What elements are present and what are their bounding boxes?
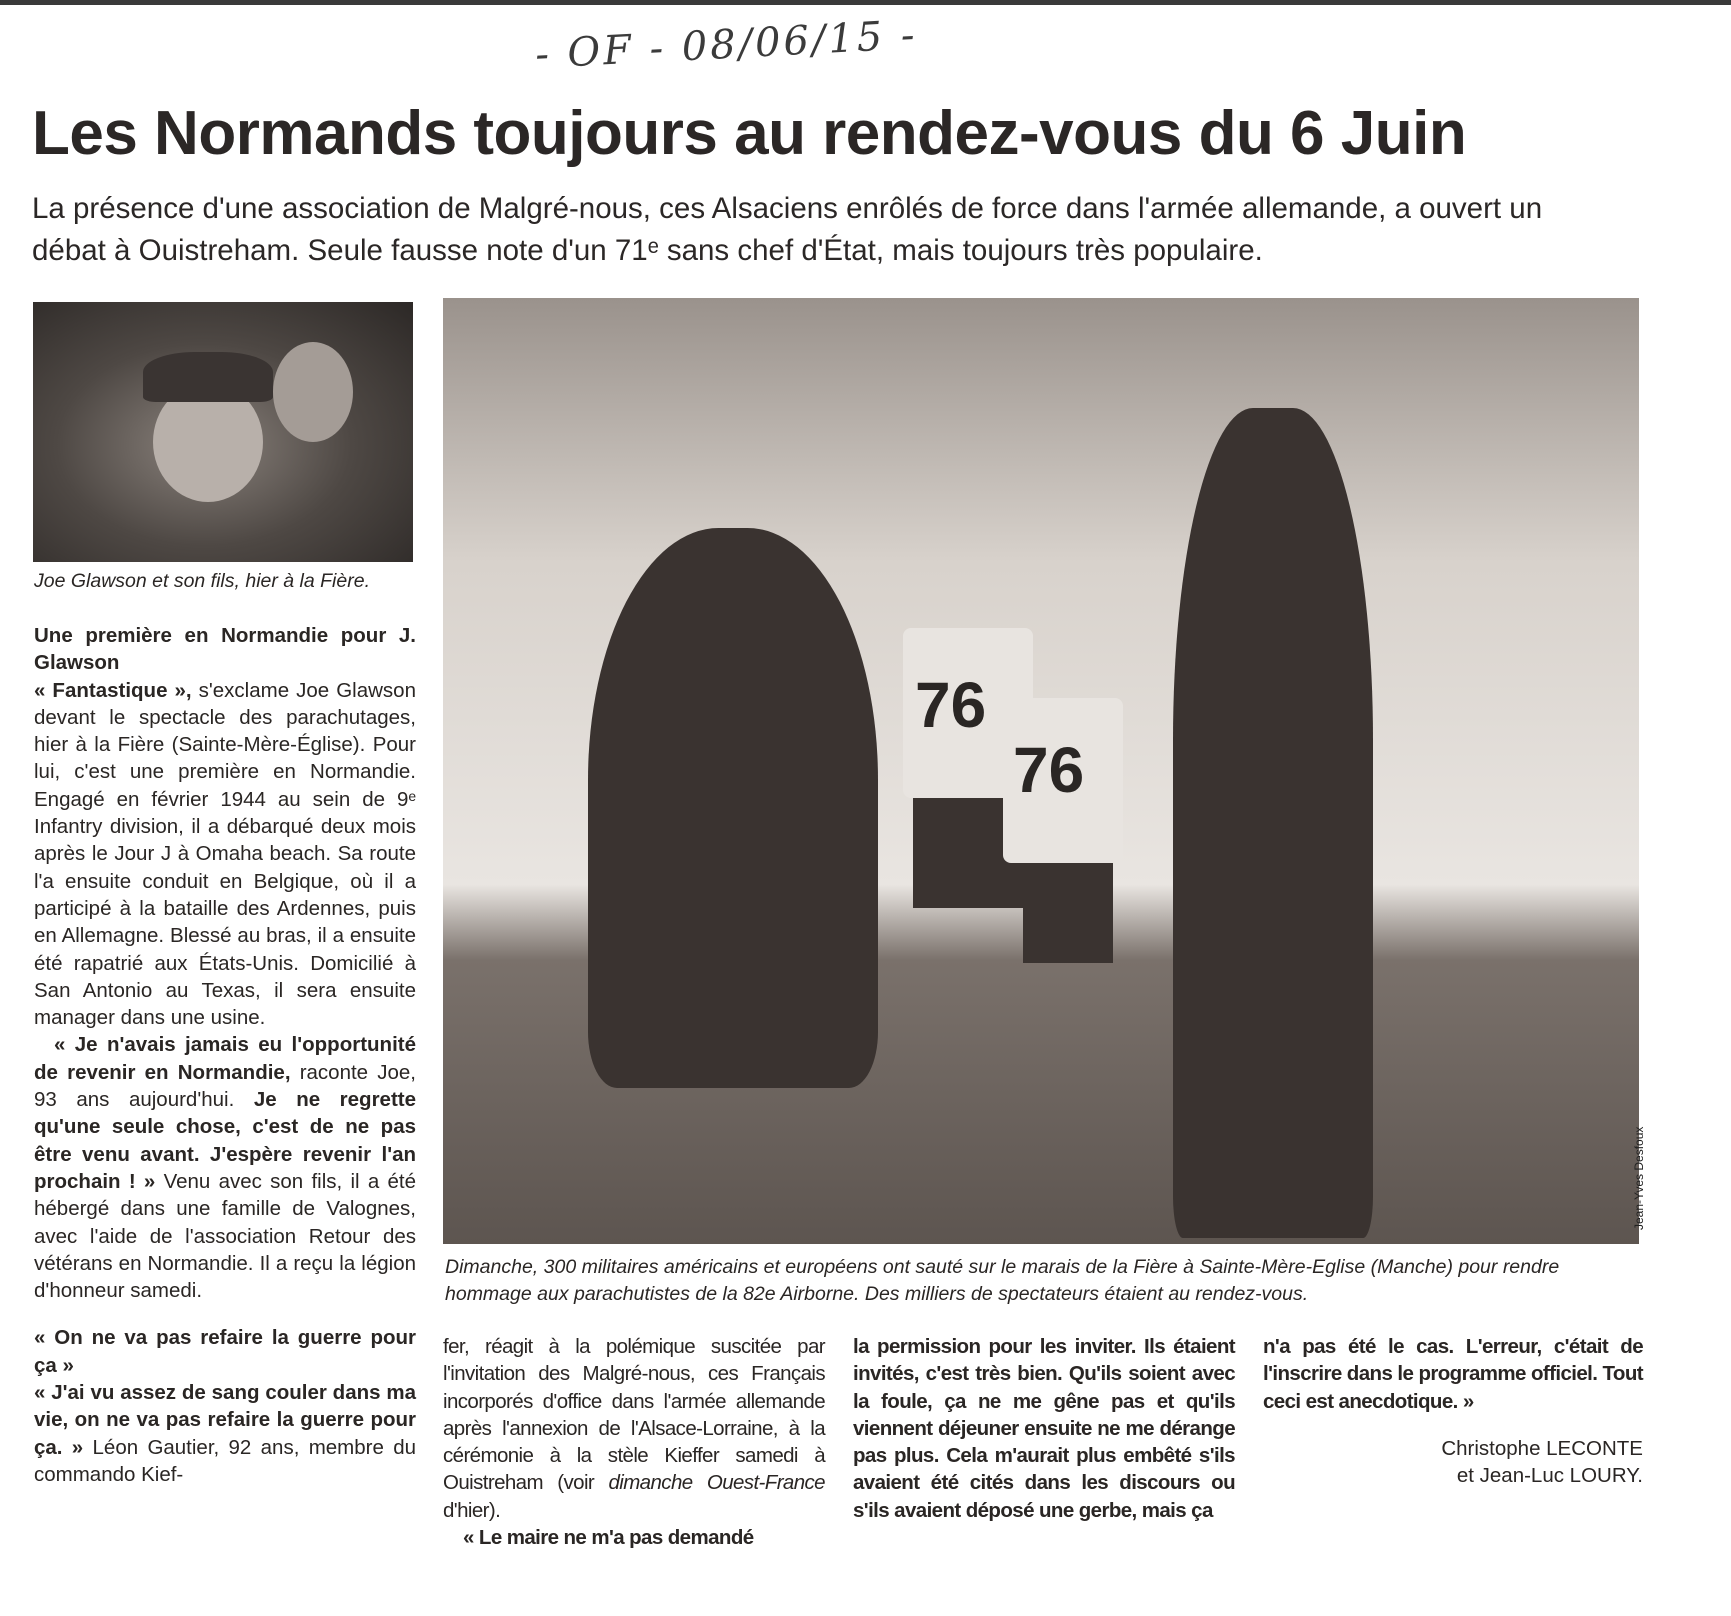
- bold-text: « Je n'avais jamais eu l'opportunité de revenir en Normandie,: [34, 1033, 416, 1084]
- photo-figure: [273, 342, 353, 442]
- byline-author: et Jean-Luc LOURY.: [1456, 1464, 1643, 1488]
- bold-text: n'a pas été le cas. L'erreur, c'était de l'inscrire dans le programme officiel. Tout ceci est anecdotique. »: [1263, 1335, 1643, 1413]
- handwritten-date-note: - OF - 08/06/15 -: [534, 12, 919, 78]
- photo-figure-soldier: [1173, 408, 1373, 1238]
- article-column-4: [1263, 1333, 1643, 1489]
- paragraph: [34, 1379, 416, 1488]
- paragraph-gap: [34, 1304, 416, 1324]
- paragraph: [1263, 1333, 1643, 1415]
- paragraph: [34, 677, 416, 1032]
- photo-figure: [143, 352, 273, 402]
- photo-credit: Jean-Yves Desfoux: [1632, 1126, 1646, 1230]
- paragraph: [34, 1031, 416, 1304]
- text: « On ne va pas refaire la guerre pour ça »: [34, 1326, 416, 1377]
- paragraph: [443, 1333, 825, 1524]
- main-photo-caption: Dimanche, 300 militaires américains et européens ont sauté sur le marais de la Fière à Sainte-Mère-Eglise (Manche) pour rendre hommage aux parachutistes de la 82e Airborne. Des milliers de spectateurs étaient au rendez-vous.: [445, 1256, 1560, 1305]
- bold-text: « J'ai vu assez de sang couler dans ma vie, on ne va pas refaire la guerre pour ça. »: [34, 1381, 416, 1459]
- photo-joe-glawson-and-son: [33, 302, 413, 562]
- text: s'exclame Joe Glawson devant le spectacle des parachutages, hier à la Fière (Sainte-Mère-Église). Pour lui, c'est une première en Normandie. Engagé en février 1944 au sein de 9ᵉ Infantry division, il a débarqué deux mois après le Jour J à Omaha beach. Sa route l'a ensuite conduit en Belgique, où il a participé à la bataille des Ardennes, puis en Allemagne. Blessé au bras, il a ensuite été rapatrié aux États-Unis. Domicilié à San Antonio au Texas, il sera ensuite manager dans une usine.: [34, 678, 416, 1030]
- article-column-3: [853, 1333, 1235, 1524]
- text: Léon Gautier, 92 ans, membre du commando Kief-: [34, 1435, 416, 1486]
- scan-top-border: [0, 0, 1731, 5]
- text: fer, réagit à la polémique suscitée par l'invitation des Malgré-nous, ces Français incorporés d'office dans l'armée allemande après l'annexion de l'Alsace-Lorraine, à la cérémonie à la stèle Kieffer samedi à Ouistreham (voir: [443, 1335, 825, 1495]
- photo-figure-veteran: [588, 528, 878, 1088]
- byline-author: Christophe LECONTE: [1441, 1436, 1643, 1460]
- photo-figure-boy: [1003, 698, 1123, 863]
- article-column-2: [443, 1333, 825, 1551]
- text: d'hier).: [443, 1498, 501, 1522]
- paragraph: [443, 1524, 825, 1551]
- text: Venu avec son fils, il a été hébergé dans une famille de Valognes, avec l'aide de l'association Retour des vétérans en Normandie. Il a reçu la légion d'honneur samedi.: [34, 1169, 416, 1303]
- photo-ceremony-la-fiere: [443, 298, 1639, 1244]
- shirt-number: 76: [1013, 734, 1085, 806]
- small-photo-caption: Joe Glawson et son fils, hier à la Fière.: [34, 570, 370, 592]
- photo-figure: [1023, 863, 1113, 963]
- paragraph: [853, 1333, 1235, 1524]
- text: raconte Joe, 93 ans aujourd'hui.: [34, 1060, 416, 1112]
- subheadline: La présence d'une association de Malgré-nous, ces Alsaciens enrôlés de force dans l'armée allemande, a ouvert un débat à Ouistreham. Seule fausse note d'un 71ᵉ sans chef d'État, mais toujours très populaire.: [32, 192, 1543, 267]
- section-heading: [34, 622, 416, 677]
- section-heading: [34, 1324, 416, 1379]
- article-column-1: [34, 622, 416, 1488]
- bold-text: « Fantastique »,: [34, 678, 192, 702]
- bold-text: « Le maire ne m'a pas demandé: [463, 1526, 754, 1550]
- text: Une première en Normandie pour J. Glawson: [34, 624, 416, 675]
- bold-text: Je ne regrette qu'une seule chose, c'est de ne pas être venu avant. J'espère revenir l'an prochain ! »: [34, 1088, 417, 1193]
- shirt-number: 76: [915, 669, 987, 741]
- italic-text: dimanche Ouest-France: [608, 1471, 825, 1495]
- headline: Les Normands toujours au rendez-vous du 6 Juin: [32, 99, 1467, 168]
- bold-text: la permission pour les inviter. Ils étaient invités, c'est très bien. Qu'ils soient avec la foule, ça ne me gêne pas et qu'ils viennent déjeuner ensuite ne me dérange pas plus. Cela m'aurait plus embêté s'ils avaient été cités dans les discours ou s'ils avaient déposé une gerbe, mais ça: [853, 1335, 1235, 1522]
